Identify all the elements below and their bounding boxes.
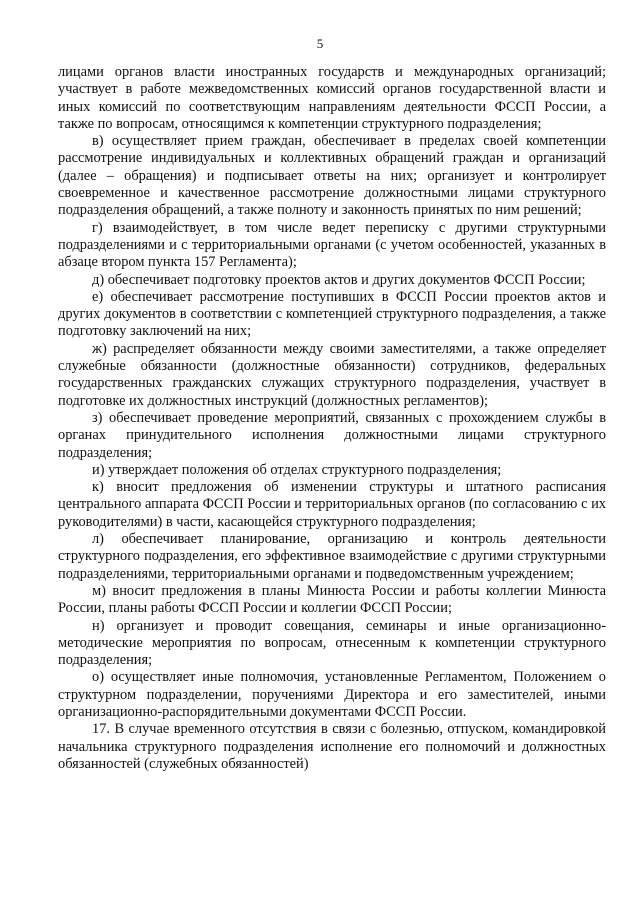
paragraph-item-z: з) обеспечивает проведение мероприятий, связанных с прохождением службы в органах принудительного исполнения должностными лицами структурного подразделения; (58, 409, 606, 461)
paragraph-item-m: м) вносит предложения в планы Минюста России и работы коллегии Минюста России, планы работы ФССП России и коллегии ФССП России; (58, 582, 606, 617)
paragraph-item-k: к) вносит предложения об изменении структуры и штатного расписания центрального аппарата ФССП России и территориальных органов (по согласованию с их руководителями) в части, касающейся структурного подразделения; (58, 479, 606, 530)
paragraph-item-zh: ж) распределяет обязанности между своими заместителями, а также определяет служебные обязанности (должностные обязанности) сотрудников, федеральных государственных гражданских служащих структурного подразделения, участвует в подготовке их должностных инструкций (должностных регламентов); (58, 340, 606, 409)
paragraph-item-o: о) осуществляет иные полномочия, установленные Регламентом, Положением о структурном подразделении, поручениями Директора и его заместителей, иными организационно-распорядительными документами ФССП России. (58, 669, 606, 720)
document-body (58, 64, 606, 773)
paragraph-item-v: в) осуществляет прием граждан, обеспечивает в пределах своей компетенции рассмотрение индивидуальных и коллективных обращений граждан и организаций (далее – обращения) и подписывает ответы на них; организует и контролирует своевременное и качественное рассмотрение должностными лицами структурного подразделения обращений, а также полноту и законность принятых по ним решений; (58, 133, 606, 219)
page-number: 5 (316, 36, 324, 51)
paragraph-item-g: г) взаимодействует, в том числе ведет переписку с другими структурными подразделениями и с территориальными органами (с учетом особенностей, указанных в абзаце втором пункта 157 Регламента); (58, 219, 606, 271)
paragraph-item-l: л) обеспечивает планирование, организацию и контроль деятельности структурного подразделения, его эффективное взаимодействие с другими структурными подразделениями, территориальными органами и подведомственным учреждением; (58, 531, 606, 582)
paragraph-item-d: д) обеспечивает подготовку проектов актов и других документов ФССП России; (92, 271, 586, 288)
paragraph-item-17: 17. В случае временного отсутствия в связи с болезнью, отпуском, командировкой начальника структурного подразделения исполнение его полномочий и должностных обязанностей (служебных обязанностей) (58, 721, 606, 772)
paragraph-continuation: лицами органов власти иностранных государств и международных организаций; участвует в работе межведомственных комиссий органов государственной власти и иных комиссий по соответствующим направлениям деятельности ФССП России, а также по вопросам, относящимся к компетенции структурного подразделения; (58, 64, 606, 132)
paragraph-item-i: и) утверждает положения об отделах структурного подразделения; (92, 461, 502, 478)
paragraph-item-n: н) организует и проводит совещания, семинары и иные организационно-методические мероприятия по вопросам, отнесенным к компетенции структурного подразделения; (58, 617, 606, 669)
paragraph-item-e: е) обеспечивает рассмотрение поступивших в ФССП России проектов актов и других документов в соответствии с компетенцией структурного подразделения, а также подготовку заключений на них; (58, 288, 606, 340)
